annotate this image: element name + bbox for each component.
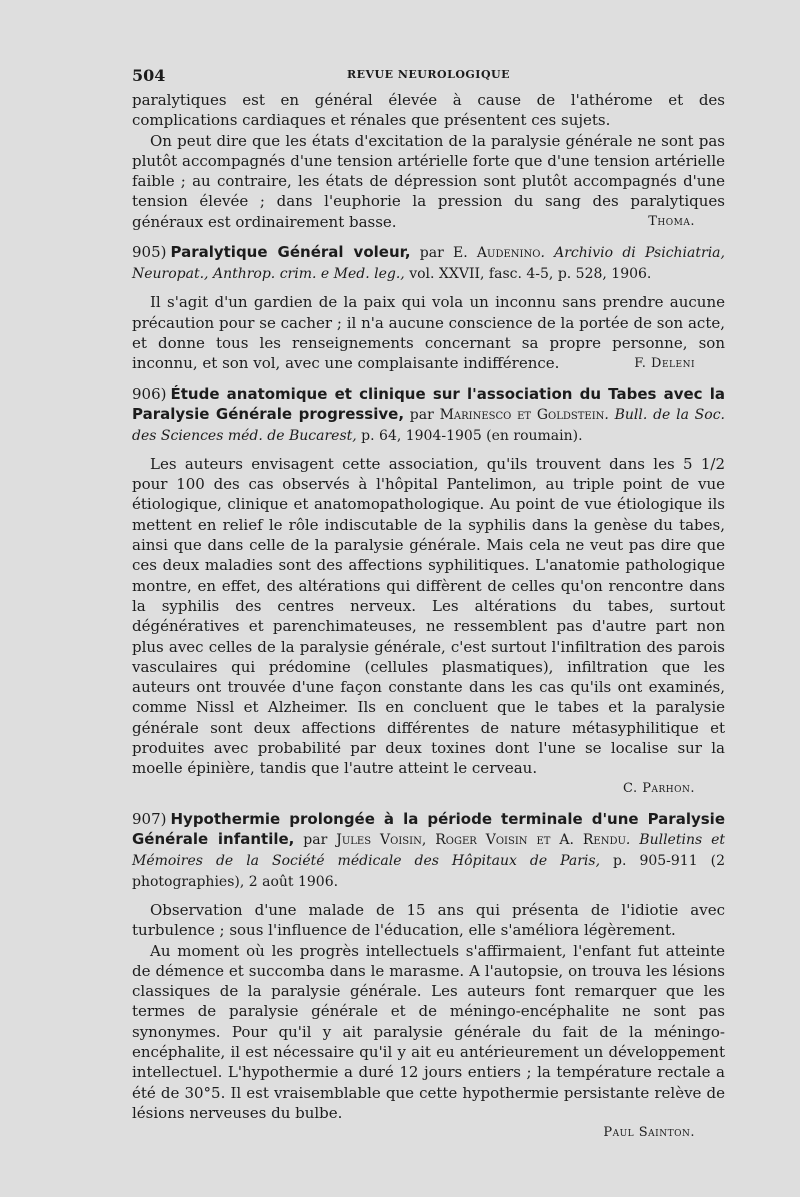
entry-title: Paralytique Général voleur,: [170, 243, 411, 262]
entry-author: Audenino: [476, 245, 541, 262]
entry-author: Jules Voisin, Roger Voisin et A. Rendu: [336, 831, 626, 848]
intro-paragraph-1: paralytiques est en général élevée à cause de l'athérome et des complications cardiaques et rénales que présentent ces sujets.: [132, 91, 725, 130]
entry-905: [132, 242, 725, 373]
entry-title: Étude anatomique et clinique sur l'association du Tabes avec la Paralysie Générale progressive,: [132, 384, 725, 423]
entry-paragraph: Observation d'une malade de 15 ans qui présenta de l'idiotie avec turbulence ; sous l'influence de l'éducation, elle s'améliora légèrement.: [132, 900, 725, 940]
page-header: [132, 66, 725, 90]
page-content: [132, 66, 725, 1143]
entry-heading: [132, 809, 725, 892]
intro-signature: Thoma.: [648, 214, 695, 230]
entry-journal: . Bull. de la Soc. des Sciences méd. de Bucarest,: [132, 406, 725, 444]
entry-heading: [132, 242, 725, 284]
entry-heading: [132, 384, 725, 446]
entry-ref-suffix: p. 64, 1904-1905 (en roumain).: [356, 427, 583, 444]
entry-paragraph: Au moment où les progrès intellectuels s'affirmaient, l'enfant fut atteinte de démence et succomba dans le marasme. A l'autopsie, on trouva les lésions classiques de la paralysie générale. Les auteurs font remarquer que les termes de paralysie générale et de méningo-encéphalite ne sont pas synonymes. Pour qu'il y ait paralysie générale du fait de la méningo-encéphalite, il est nécessaire qu'il y ait eu antérieurement un développement intellectuel. L'hypothermie a duré 12 jours entiers ; la température rectale a été de 30°5. Il est vraisemblable que cette hypothermie persistante relève de lésions nerveuses du bulbe.: [132, 941, 725, 1122]
entry-signature: C. Parhon.: [622, 780, 695, 796]
entry-number: 906): [132, 384, 167, 403]
entry-number: 907): [132, 809, 167, 828]
running-title: REVUE NEUROLOGIQUE: [346, 68, 511, 81]
entry-906: [132, 384, 725, 799]
intro-paragraph-2: On peut dire que les états d'excitation de la paralysie générale ne sont pas plutôt accompagnés d'une tension artérielle forte que d'une tension artérielle faible ; au contraire, les états de dépression sont plutôt accompagnés d'une tension élevée ; dans l'euphorie la pression du sang des paralytiques généraux est ordinairement basse.: [132, 131, 725, 231]
entry-number: 905): [132, 243, 167, 262]
entry-ref-suffix: p. 905-911 (2 photographies), 2 août 1906.: [132, 852, 725, 890]
entry-author: Marinesco et Goldstein: [439, 406, 605, 423]
entry-ref-prefix: par: [294, 831, 337, 848]
entry-signature: F. Deleni: [634, 355, 695, 371]
entry-ref-prefix: par E.: [410, 245, 477, 262]
entry-paragraph: Les auteurs envisagent cette association, qu'ils trouvent dans les 5 1/2 pour 100 des cas observés à l'hôpital Pantelimon, au triple point de vue étiologique, clinique et anatomopathologique. Au point de vue étiologique ils mettent en relief le rôle indiscutable de la syphilis dans la genèse du tabes, ainsi que dans celle de la paralysie générale. Mais cela ne veut pas dire que ces deux maladies sont des affections syphilitiques. L'anatomie pathologique montre, en effet, des altérations qui diffèrent de celles qu'on rencontre dans la syphilis des centres nerveux. Les altérations du tabes, surtout dégénératives et parenchimateuses, ne ressemblent pas d'autre part non plus avec celles de la paralysie générale, c'est surtout l'infiltration des parois vasculaires qui prédomine (cellules plasmatiques), infiltration que les auteurs ont trouvée d'une façon constante dans les cas qu'ils ont examinés, comme Nissl et Alzheimer. Ils en concluent que le tabes et la paralysie générale sont deux affections différentes de nature métasyphilitique et produites avec probabilité par deux toxines dont l'une se localise sur la moelle épinière, tandis que l'autre atteint le cerveau.: [132, 454, 725, 778]
entry-title: Hypothermie prolongée à la période terminale d'une Paralysie Générale infantile,: [132, 809, 725, 848]
entry-907: [132, 809, 725, 1144]
entry-ref-prefix: par: [404, 406, 440, 423]
entry-signature: Paul Sainton.: [603, 1125, 695, 1141]
page-number: 504: [132, 66, 166, 85]
entry-ref-suffix: vol. XXVII, fasc. 4-5, p. 528, 1906.: [404, 266, 652, 283]
entry-paragraph: Il s'agit d'un gardien de la paix qui vola un inconnu sans prendre aucune précaution pour se cacher ; il n'a aucune conscience de la portée de son acte, et donne tous les renseignements concernant sa propre personne, son inconnu, et son vol, avec une complaisante indifférence.: [132, 293, 725, 373]
entry-journal: . Bulletins et Mémoires de la Société médicale des Hôpitaux de Paris,: [132, 831, 725, 869]
entry-journal: . Archivio di Psichiatria, Neuropat., Anthrop. crim. e Med. leg.,: [132, 245, 725, 283]
